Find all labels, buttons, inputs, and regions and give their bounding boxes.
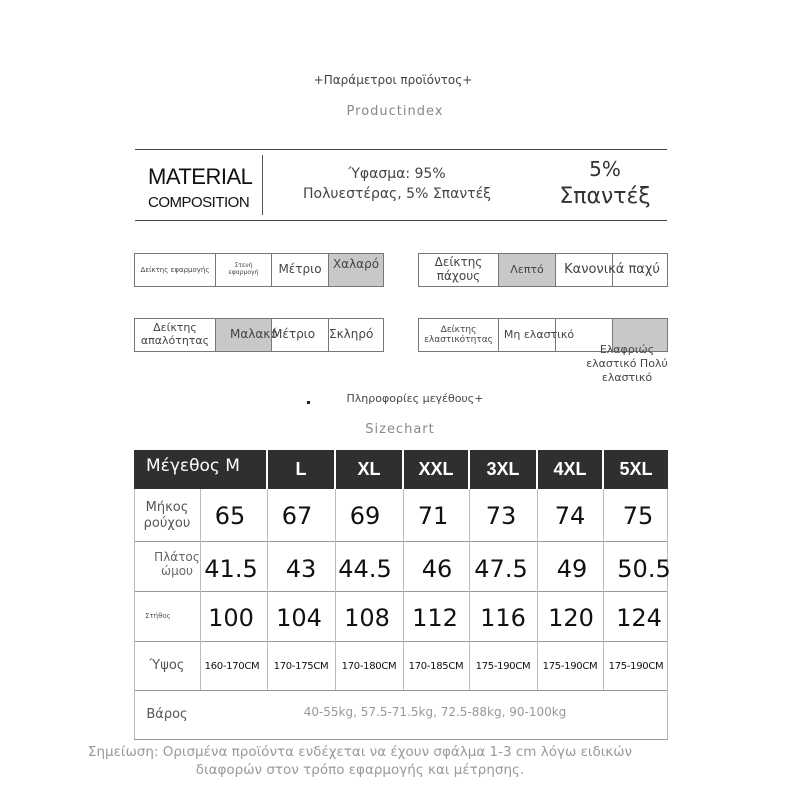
softness-label-line1: Δείκτης	[153, 321, 197, 335]
fit-option-loose: Χαλαρό	[328, 253, 384, 287]
header-sep	[602, 450, 604, 489]
header-size-xl: XL	[357, 459, 381, 479]
row-divider	[134, 541, 668, 542]
length-l: 67	[281, 502, 313, 530]
shoulder-xxl: 46	[421, 555, 453, 583]
length-label-line2: ρούχου	[143, 516, 191, 531]
length-m: 65	[214, 502, 246, 530]
height-4xl: 175-190CM	[542, 660, 598, 672]
softness-index-label	[134, 318, 216, 352]
material-title: MATERIAL	[148, 164, 253, 189]
softness-label-line2: απαλότητας	[140, 334, 210, 347]
header-sep	[468, 450, 470, 489]
length-xxl: 71	[417, 502, 449, 530]
row-label-shoulder	[134, 546, 200, 582]
elasticity-label-line1: Δείκτης	[440, 324, 477, 335]
row-divider	[134, 641, 668, 642]
material-top-rule	[135, 149, 667, 150]
row-label-weight: Βάρος	[146, 707, 188, 723]
fit-option-slim: Στενή εφαρμογή	[215, 253, 272, 287]
note-line-1: Σημείωση: Ορισμένα προϊόντα ενδέχεται να έχουν σφάλμα 1-3 cm λόγω ειδικών	[87, 744, 633, 760]
shoulder-4xl: 49	[556, 555, 588, 583]
row-label-length	[134, 494, 200, 538]
chest-m: 100	[208, 604, 254, 632]
header-sep	[536, 450, 538, 489]
shoulder-label-line1: Πλάτος	[154, 549, 200, 564]
size-info-title: Πληροφορίες μεγέθους+	[346, 392, 484, 405]
chest-l: 104	[276, 604, 322, 632]
row-divider	[134, 739, 668, 740]
elasticity-label-line2: ελαστικότητας	[424, 335, 493, 345]
elasticity-option-none	[498, 318, 575, 352]
softness-index-row	[134, 318, 384, 352]
header-sep	[402, 450, 404, 489]
shoulder-label-line2: ώμου	[161, 564, 193, 578]
height-l: 170-175CM	[273, 660, 329, 672]
measurement-note	[30, 743, 690, 779]
row-divider	[134, 591, 668, 592]
composition-title: COMPOSITION	[148, 194, 250, 211]
thickness-label-line1: Δείκτης	[434, 255, 483, 270]
thickness-label-line2: πάχους	[436, 269, 481, 283]
shoulder-m: 41.5	[204, 555, 258, 583]
product-params-title: +Παράμετροι προϊόντος+	[313, 73, 473, 87]
height-xl: 170-180CM	[341, 660, 397, 672]
header-size-5xl: 5XL	[619, 459, 653, 479]
elasticity-index-label	[418, 318, 499, 352]
header-size-l: L	[295, 459, 307, 479]
fabric-line-2: Πολυεστέρας, 5% Σπαντέξ	[303, 186, 491, 202]
shoulder-3xl: 47.5	[474, 555, 528, 583]
shoulder-5xl: 50.5	[617, 555, 671, 583]
spandex-percent: 5%	[589, 157, 621, 181]
row-divider	[134, 690, 668, 691]
material-divider	[262, 155, 263, 215]
length-5xl: 75	[622, 502, 654, 530]
header-size-xxl: XXL	[418, 459, 454, 479]
height-5xl: 175-190CM	[608, 660, 664, 672]
chest-3xl: 116	[480, 604, 526, 632]
shoulder-l: 43	[285, 555, 317, 583]
note-line-2: διαφορών στον τρόπο εφαρμογής και μέτρησης.	[195, 762, 525, 779]
row-label-height: Ύψος	[149, 658, 185, 674]
elasticity-slight-line1: Ελαφριώς	[599, 343, 655, 356]
header-sep	[334, 450, 336, 489]
material-bottom-rule	[135, 220, 667, 221]
height-m: 160-170CM	[204, 660, 260, 672]
fabric-line-1: Ύφασμα: 95%	[348, 166, 446, 182]
thickness-index-label	[418, 253, 499, 287]
fit-option-medium: Μέτριο	[271, 253, 329, 287]
chest-4xl: 120	[548, 604, 594, 632]
softness-option-hard: Σκληρό	[328, 318, 384, 352]
fit-index-row	[134, 253, 384, 287]
header-size-3xl: 3XL	[486, 459, 520, 479]
size-info-subtitle: Sizechart	[365, 422, 435, 437]
shoulder-xl: 44.5	[338, 555, 392, 583]
chest-xl: 108	[344, 604, 390, 632]
length-4xl: 74	[554, 502, 586, 530]
thickness-option-normal	[555, 253, 660, 287]
fit-index-label: Δείκτης εφαρμογής	[134, 253, 216, 287]
height-3xl: 175-190CM	[475, 660, 531, 672]
elasticity-option-none-text: Μη ελαστικό	[503, 327, 575, 341]
elasticity-slight-line2: ελαστικό Πολύ	[586, 356, 668, 370]
thickness-option-normal-text: Κανονικά παχύ	[564, 261, 660, 277]
chest-5xl: 124	[616, 604, 662, 632]
header-size-m: Μέγεθος M	[146, 456, 240, 476]
header-sep	[266, 450, 268, 489]
length-xl: 69	[349, 502, 381, 530]
product-params-subtitle: Productindex	[346, 104, 444, 119]
length-label-line1: Μήκος	[145, 500, 189, 516]
elasticity-slight-line3: ελαστικό	[601, 370, 653, 384]
thickness-index-row	[418, 253, 668, 287]
height-xxl: 170-185CM	[408, 660, 464, 672]
length-3xl: 73	[485, 502, 517, 530]
weight-values: 40-55kg, 57.5-71.5kg, 72.5-88kg, 90-100kg	[303, 705, 567, 719]
row-label-chest: Στήθος	[145, 611, 171, 620]
elasticity-option-slight-very	[560, 343, 694, 384]
header-size-4xl: 4XL	[553, 459, 587, 479]
thickness-option-thin: Λεπτό	[498, 253, 556, 287]
spandex-label: Σπαντέξ	[559, 184, 651, 209]
softness-option-medium: Μέτριο	[271, 318, 329, 352]
softness-option-soft: Μαλακό	[215, 318, 272, 352]
chest-xxl: 112	[412, 604, 458, 632]
